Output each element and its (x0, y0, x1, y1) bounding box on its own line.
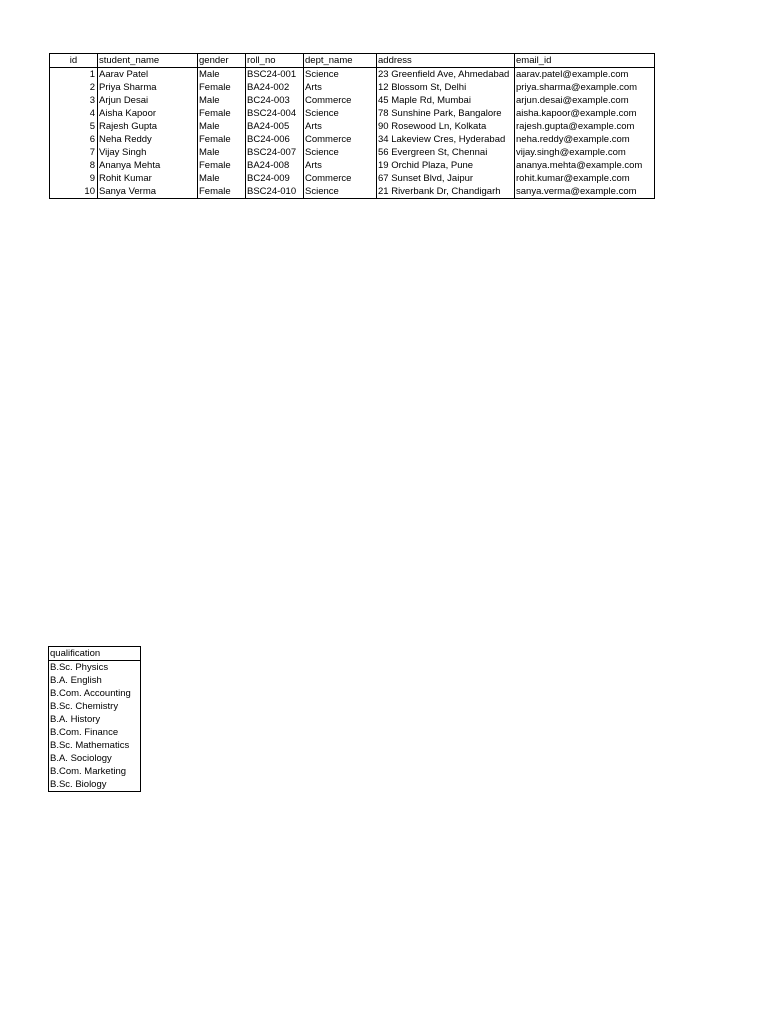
cell-dept-name: Commerce (304, 172, 377, 185)
cell-dept-name: Science (304, 107, 377, 120)
cell-qualification: B.A. History (49, 713, 141, 726)
cell-student-name: Priya Sharma (98, 81, 198, 94)
cell-id: 6 (50, 133, 98, 146)
cell-address: 90 Rosewood Ln, Kolkata (377, 120, 515, 133)
cell-dept-name: Commerce (304, 94, 377, 107)
cell-qualification: B.A. Sociology (49, 752, 141, 765)
cell-gender: Female (198, 81, 246, 94)
table-row (50, 146, 655, 159)
cell-id: 4 (50, 107, 98, 120)
cell-qualification: B.Sc. Chemistry (49, 700, 141, 713)
table-row (50, 94, 655, 107)
cell-id: 8 (50, 159, 98, 172)
cell-id: 1 (50, 68, 98, 82)
cell-dept-name: Arts (304, 81, 377, 94)
qualifications-table (48, 646, 141, 792)
list-item (49, 674, 141, 687)
cell-address: 21 Riverbank Dr, Chandigarh (377, 185, 515, 199)
cell-address: 23 Greenfield Ave, Ahmedabad (377, 68, 515, 82)
cell-gender: Male (198, 68, 246, 82)
table-row (50, 81, 655, 94)
cell-email-id: neha.reddy@example.com (515, 133, 655, 146)
cell-student-name: Ananya Mehta (98, 159, 198, 172)
cell-qualification: B.Com. Marketing (49, 765, 141, 778)
cell-roll-no: BC24-009 (246, 172, 304, 185)
cell-id: 2 (50, 81, 98, 94)
cell-roll-no: BA24-008 (246, 159, 304, 172)
cell-gender: Female (198, 159, 246, 172)
cell-gender: Female (198, 185, 246, 199)
cell-gender: Male (198, 94, 246, 107)
qualifications-header-row (49, 647, 141, 661)
list-item (49, 661, 141, 675)
cell-gender: Male (198, 146, 246, 159)
cell-qualification: B.Com. Finance (49, 726, 141, 739)
cell-address: 34 Lakeview Cres, Hyderabad (377, 133, 515, 146)
cell-gender: Female (198, 107, 246, 120)
list-item (49, 713, 141, 726)
cell-email-id: rohit.kumar@example.com (515, 172, 655, 185)
cell-student-name: Rajesh Gupta (98, 120, 198, 133)
table-row (50, 68, 655, 82)
cell-id: 10 (50, 185, 98, 199)
column-header-email-id: email_id (515, 54, 655, 68)
cell-gender: Female (198, 133, 246, 146)
list-item (49, 700, 141, 713)
cell-qualification: B.Sc. Physics (49, 661, 141, 675)
cell-dept-name: Commerce (304, 133, 377, 146)
column-header-gender: gender (198, 54, 246, 68)
cell-dept-name: Science (304, 68, 377, 82)
cell-roll-no: BSC24-001 (246, 68, 304, 82)
cell-student-name: Aarav Patel (98, 68, 198, 82)
column-header-student-name: student_name (98, 54, 198, 68)
students-header-row (50, 54, 655, 68)
cell-dept-name: Arts (304, 120, 377, 133)
column-header-address: address (377, 54, 515, 68)
list-item (49, 687, 141, 700)
list-item (49, 778, 141, 792)
table-row (50, 120, 655, 133)
cell-student-name: Vijay Singh (98, 146, 198, 159)
cell-address: 56 Evergreen St, Chennai (377, 146, 515, 159)
cell-id: 9 (50, 172, 98, 185)
cell-student-name: Neha Reddy (98, 133, 198, 146)
cell-roll-no: BSC24-007 (246, 146, 304, 159)
cell-dept-name: Arts (304, 159, 377, 172)
column-header-dept-name: dept_name (304, 54, 377, 68)
list-item (49, 752, 141, 765)
table-row (50, 107, 655, 120)
cell-email-id: rajesh.gupta@example.com (515, 120, 655, 133)
cell-qualification: B.Sc. Biology (49, 778, 141, 792)
column-header-roll-no: roll_no (246, 54, 304, 68)
table-row (50, 185, 655, 199)
cell-student-name: Sanya Verma (98, 185, 198, 199)
table-row (50, 133, 655, 146)
list-item (49, 726, 141, 739)
cell-dept-name: Science (304, 146, 377, 159)
cell-email-id: aisha.kapoor@example.com (515, 107, 655, 120)
cell-email-id: aarav.patel@example.com (515, 68, 655, 82)
cell-id: 3 (50, 94, 98, 107)
cell-qualification: B.A. English (49, 674, 141, 687)
cell-roll-no: BSC24-010 (246, 185, 304, 199)
students-table (49, 53, 655, 199)
cell-qualification: B.Sc. Mathematics (49, 739, 141, 752)
cell-id: 5 (50, 120, 98, 133)
cell-address: 12 Blossom St, Delhi (377, 81, 515, 94)
cell-roll-no: BC24-003 (246, 94, 304, 107)
cell-address: 67 Sunset Blvd, Jaipur (377, 172, 515, 185)
cell-student-name: Aisha Kapoor (98, 107, 198, 120)
cell-id: 7 (50, 146, 98, 159)
cell-address: 45 Maple Rd, Mumbai (377, 94, 515, 107)
cell-student-name: Arjun Desai (98, 94, 198, 107)
cell-roll-no: BSC24-004 (246, 107, 304, 120)
cell-address: 78 Sunshine Park, Bangalore (377, 107, 515, 120)
cell-gender: Male (198, 120, 246, 133)
cell-roll-no: BC24-006 (246, 133, 304, 146)
cell-email-id: priya.sharma@example.com (515, 81, 655, 94)
cell-gender: Male (198, 172, 246, 185)
list-item (49, 739, 141, 752)
cell-roll-no: BA24-005 (246, 120, 304, 133)
table-row (50, 172, 655, 185)
column-header-id: id (50, 54, 98, 68)
cell-qualification: B.Com. Accounting (49, 687, 141, 700)
column-header-qualification: qualification (49, 647, 141, 661)
cell-address: 19 Orchid Plaza, Pune (377, 159, 515, 172)
cell-email-id: vijay.singh@example.com (515, 146, 655, 159)
cell-roll-no: BA24-002 (246, 81, 304, 94)
table-row (50, 159, 655, 172)
list-item (49, 765, 141, 778)
cell-student-name: Rohit Kumar (98, 172, 198, 185)
cell-dept-name: Science (304, 185, 377, 199)
cell-email-id: ananya.mehta@example.com (515, 159, 655, 172)
cell-email-id: sanya.verma@example.com (515, 185, 655, 199)
cell-email-id: arjun.desai@example.com (515, 94, 655, 107)
